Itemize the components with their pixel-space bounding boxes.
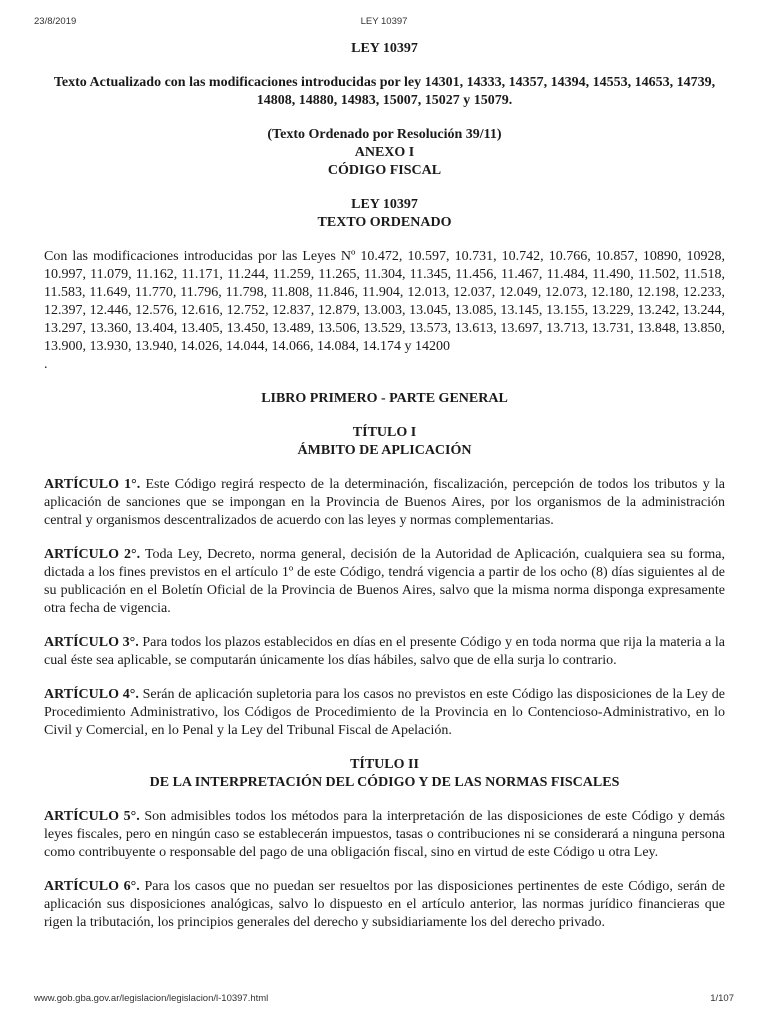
print-header: [34, 16, 734, 30]
document-title: LEY 10397: [351, 41, 418, 56]
titulo-1-heading: TÍTULO I: [352, 425, 417, 440]
print-title: LEY 10397: [360, 16, 408, 27]
article-label: ARTÍCULO 3°.: [44, 635, 139, 650]
article-6: [44, 878, 725, 932]
article-text: Para todos los plazos establecidos en días en el presente Código y en toda norma que rija la materia a la cual éste sea aplicable, se computarán únicamente los días hábiles, salvo que de ella surja lo contrario.: [44, 635, 726, 668]
article-2: [44, 546, 725, 618]
article-label: ARTÍCULO 2°.: [44, 547, 141, 562]
article-label: ARTÍCULO 1°.: [44, 477, 141, 492]
article-4: [44, 686, 725, 740]
article-text: Toda Ley, Decreto, norma general, decisión de la Autoridad de Aplicación, cualquiera sea su forma, dictada a los fines previstos en el artículo 1º de este Código, tendrá vigencia a partir de los ocho (8) días siguientes al de su publicación en el Boletín Oficial de la Provincia de Buenos Aires, salvo que la misma norma disponga expresamente otra fecha de vigencia.: [44, 547, 726, 616]
titulo-2-heading: TÍTULO II: [350, 757, 419, 772]
titulo-1-name: ÁMBITO DE APLICACIÓN: [297, 443, 472, 458]
modifications-tail: .: [44, 357, 48, 372]
page-number: 1/107: [710, 993, 734, 1004]
code-heading: CÓDIGO FISCAL: [327, 163, 442, 178]
print-footer: [34, 993, 734, 1007]
law-heading: LEY 10397: [351, 197, 418, 212]
article-5: [44, 808, 725, 862]
document-body: [44, 40, 725, 932]
article-3: [44, 634, 725, 670]
ordered-text-heading: TEXTO ORDENADO: [317, 215, 452, 230]
article-label: ARTÍCULO 4°.: [44, 687, 139, 702]
article-text: Serán de aplicación supletoria para los casos no previstos en este Código las disposiciones de la Ley de Procedimiento Administrativo, los Códigos de Procedimiento de la Provincia en lo Contencioso-Administrativo, en lo Civil y Comercial, en lo Penal y la Ley del Tribunal Fiscal de Apelación.: [44, 687, 726, 738]
titulo-2-name: DE LA INTERPRETACIÓN DEL CÓDIGO Y DE LAS NORMAS FISCALES: [149, 775, 620, 790]
book-heading: LIBRO PRIMERO - PARTE GENERAL: [261, 391, 508, 406]
modifications-paragraph: Con las modificaciones introducidas por las Leyes Nº 10.472, 10.597, 10.731, 10.742, 10.766, 10.857, 10890, 10928, 10.997, 11.079, 11.162, 11.171, 11.244, 11.259, 11.265, 11.304, 11.345, 11.456, 11.467, 11.484, 11.490, 11.502, 11.518, 11.583, 11.649, 11.770, 11.796, 11.798, 11.808, 11.846, 11.904, 12.013, 12.037, 12.049, 12.073, 12.180, 12.198, 12.233, 12.397, 12.446, 12.576, 12.616, 12.752, 12.837, 12.879, 13.003, 13.045, 13.085, 13.145, 13.155, 13.229, 13.242, 13.244, 13.297, 13.360, 13.404, 13.405, 13.450, 13.489, 13.506, 13.529, 13.573, 13.613, 13.697, 13.713, 13.731, 13.848, 13.850, 13.900, 13.930, 13.940, 14.026, 14.044, 14.066, 14.084, 14.174 y 14200: [44, 249, 725, 354]
article-1: [44, 476, 725, 530]
article-text: Para los casos que no puedan ser resueltos por las disposiciones pertinentes de este Código, serán de aplicación sus disposiciones analógicas, salvo lo dispuesto en el artículo anterior, las normas jurídico financieras que rigen la tributación, los principios generales del derecho y subsidiariamente los del derecho privado.: [44, 879, 726, 930]
article-label: ARTÍCULO 6°.: [44, 879, 140, 894]
ordered-note: (Texto Ordenado por Resolución 39/11): [267, 127, 502, 142]
article-text: Son admisibles todos los métodos para la interpretación de las disposiciones de este Código y demás leyes fiscales, pero en ningún caso se establecerán impuestos, tasas o contribuciones ni se considerará a ninguna persona como contribuyente o responsable del pago de una obligación fiscal, sino en virtud de este Código u otra Ley.: [44, 809, 726, 860]
annex-heading: ANEXO I: [354, 145, 415, 160]
article-label: ARTÍCULO 5°.: [44, 809, 140, 824]
source-url: www.gob.gba.gov.ar/legislacion/legislacion/l-10397.html: [34, 993, 269, 1004]
document-subtitle: Texto Actualizado con las modificaciones introducidas por ley 14301, 14333, 14357, 14394, 14553, 14653, 14739, 14808, 14880, 14983, 15007, 15027 y 15079.: [53, 75, 716, 108]
print-date: 23/8/2019: [34, 16, 77, 27]
article-text: Este Código regirá respecto de la determinación, fiscalización, percepción de todos los tributos y la aplicación de sanciones que se impongan en la Provincia de Buenos Aires, por los organismos de la administración central y organismos descentralizados de acuerdo con las leyes y normas complementarias.: [44, 477, 725, 528]
